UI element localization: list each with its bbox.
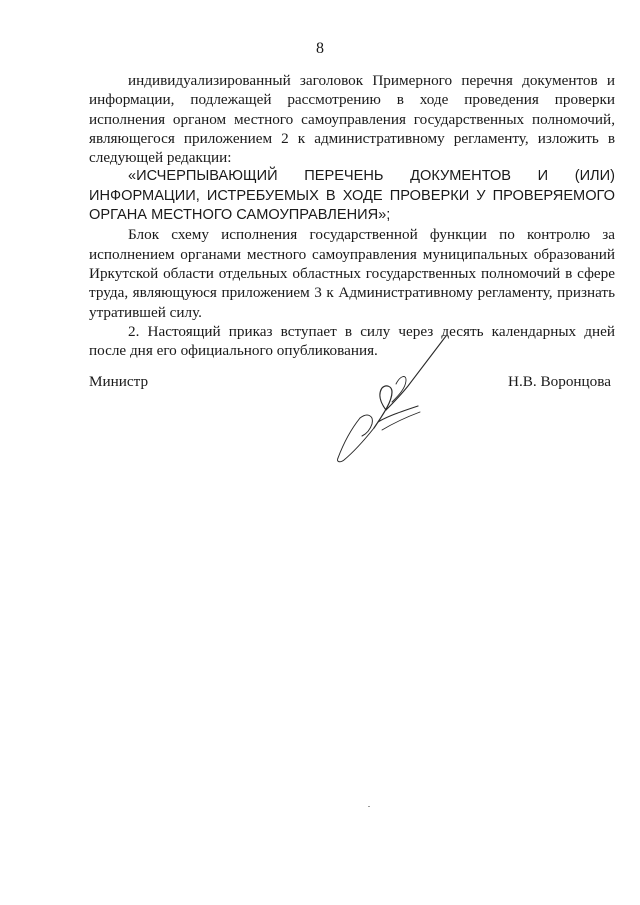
signer-name: Н.В. Воронцова — [508, 373, 611, 390]
document-body — [89, 71, 615, 360]
handwritten-signature — [322, 332, 452, 467]
scan-speck — [368, 806, 370, 807]
signer-title: Министр — [89, 373, 149, 390]
paragraph-block-scheme: Блок схему исполнения государственной функции по контролю за исполнением органами местного самоуправления муниципальных образований Иркутской области отдельных областных государственных полномочий в сфере труда, являющуюся приложением 3 к Административному регламенту, признать утратившей силу. — [89, 226, 615, 321]
page-number: 8 — [316, 40, 324, 57]
paragraph-heading-amendment: индивидуализированный заголовок Примерного перечня документов и информации, подлежащей рассмотрению в ходе проведения проверки исполнения органом местного самоуправления государственных полномочий, являющегося приложением 2 к административному регламенту, изложить в следующей редакции: — [89, 72, 615, 167]
paragraph-entry-into-force: 2. Настоящий приказ вступает в силу через десять календарных дней после дня его официального опубликования. — [89, 322, 615, 360]
paragraph-new-title: «ИСЧЕРПЫВАЮЩИЙ ПЕРЕЧЕНЬ ДОКУМЕНТОВ И (ИЛИ) ИНФОРМАЦИИ, ИСТРЕБУЕМЫХ В ХОДЕ ПРОВЕРКИ У ПРОВЕРЯЕМОГО ОРГАНА МЕСТНОГО САМОУПРАВЛЕНИЯ»; — [89, 168, 615, 224]
